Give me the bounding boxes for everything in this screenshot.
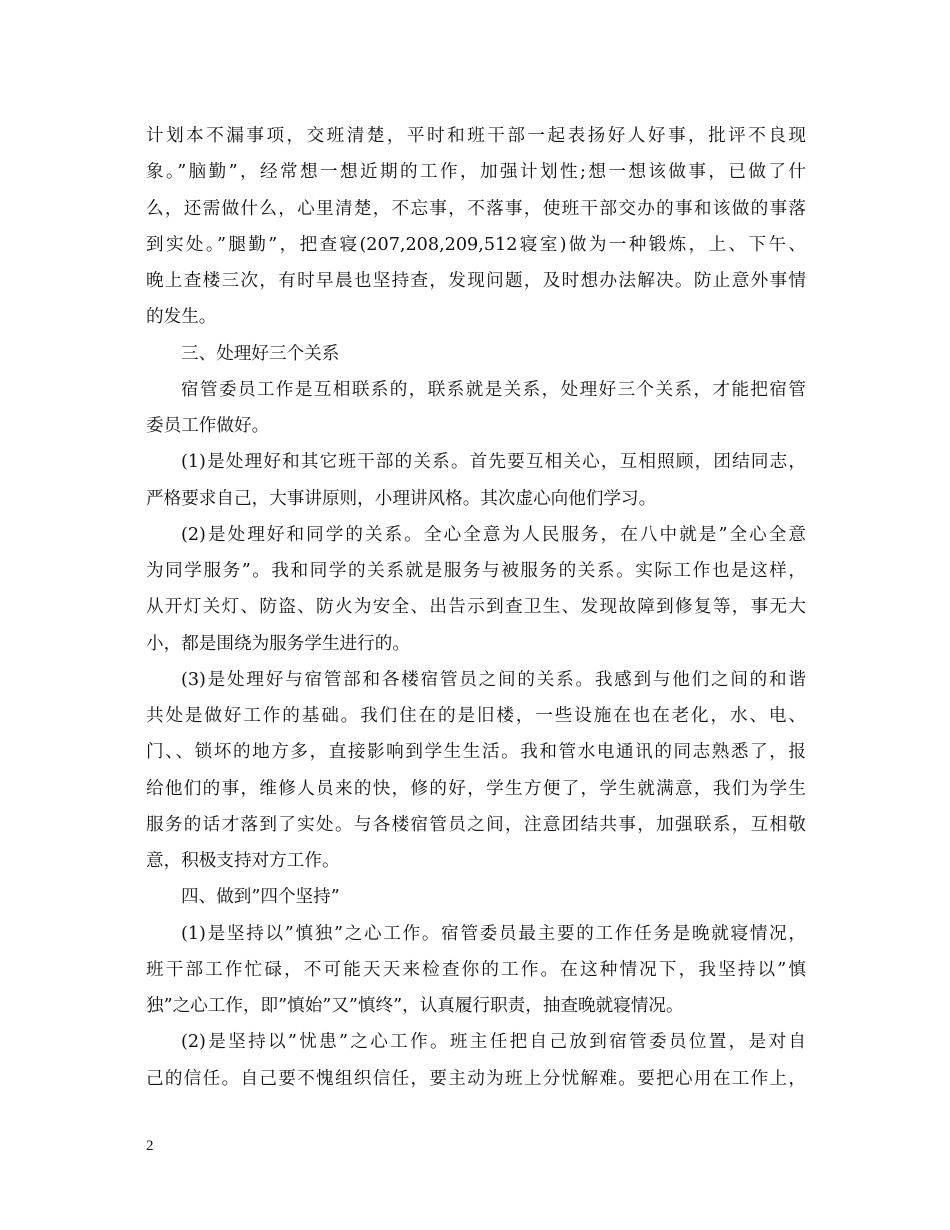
text-line: (2)是处理好和同学的关系。全心全意为人民服务，在八中就是”全心全意	[181, 524, 806, 545]
text-line: 门、、锁坏的地方多，直接影响到学生生活。我和管水电通讯的同志熟悉了，报	[146, 742, 806, 763]
text-line: 的发生。	[146, 307, 217, 328]
text-line: (1)是坚持以”慎独”之心工作。宿管委员最主要的工作任务是晚就寝情况，	[181, 923, 806, 944]
text-line: 小，都是围绕为服务学生进行的。	[146, 633, 410, 654]
text-line: 共处是做好工作的基础。我们住在的是旧楼，一些设施在也在老化，水、电、	[146, 706, 806, 726]
text-line: (3)是处理好与宿管部和各楼宿管员之间的关系。我感到与他们之间的和谐	[181, 669, 806, 690]
text-line: 到实处。”腿勤”，把查寝(207,208,209,512寝室)做为一种锻炼，上、下午、	[146, 234, 806, 255]
text-line: 晚上查楼三次，有时早晨也坚持查，发现问题，及时想办法解决。防止意外事情	[146, 271, 806, 291]
section-heading: 四、做到”四个坚持”	[181, 887, 340, 908]
text-line: 服务的话才落到了实处。与各楼宿管员之间，注意团结共事，加强联系，互相敬	[146, 814, 806, 835]
page-number: 2	[146, 1138, 154, 1154]
text-line: 计划本不漏事项，交班清楚，平时和班干部一起表扬好人好事，批评不良现	[146, 126, 806, 146]
text-line: 班干部工作忙碌，不可能天天来检查你的工作。在这种情况下，我坚持以”慎	[146, 959, 806, 980]
text-line: 象。”脑勤”，经常想一想近期的工作，加强计划性;想一想该做事，已做了什	[146, 162, 806, 183]
text-line: 意，积极支持对方工作。	[146, 851, 340, 871]
text-line: 严格要求自己，大事讲原则，小理讲风格。其次虚心向他们学习。	[146, 488, 657, 509]
text-line: 宿管委员工作是互相联系的，联系就是关系，处理好三个关系，才能把宿管	[181, 379, 806, 400]
text-line: 从开灯关灯、防盗、防火为安全、出告示到查卫生、发现故障到修复等，事无大	[146, 597, 806, 618]
text-line: 己的信任。自己要不愧组织信任，要主动为班上分忧解难。要把心用在工作上，	[146, 1068, 806, 1089]
text-line: (2)是坚持以”忧患”之心工作。班主任把自己放到宿管委员位置，是对自	[181, 1032, 806, 1053]
text-line: 给他们的事，维修人员来的快，修的好，学生方便了，学生就满意，我们为学生	[146, 778, 806, 799]
text-line: 委员工作做好。	[146, 416, 270, 436]
section-heading: 三、处理好三个关系	[181, 343, 340, 364]
document-body	[146, 118, 806, 1097]
text-line: 么，还需做什么，心里清楚，不忘事，不落事，使班干部交办的事和该做的事落	[146, 198, 806, 219]
text-line: 为同学服务”。我和同学的关系就是服务与被服务的关系。实际工作也是这样，	[146, 561, 806, 581]
text-line: (1)是处理好和其它班干部的关系。首先要互相关心，互相照顾，团结同志，	[181, 452, 806, 473]
text-line: 独”之心工作，即”慎始”又”慎终”，认真履行职责，抽查晚就寝情况。	[146, 996, 684, 1016]
